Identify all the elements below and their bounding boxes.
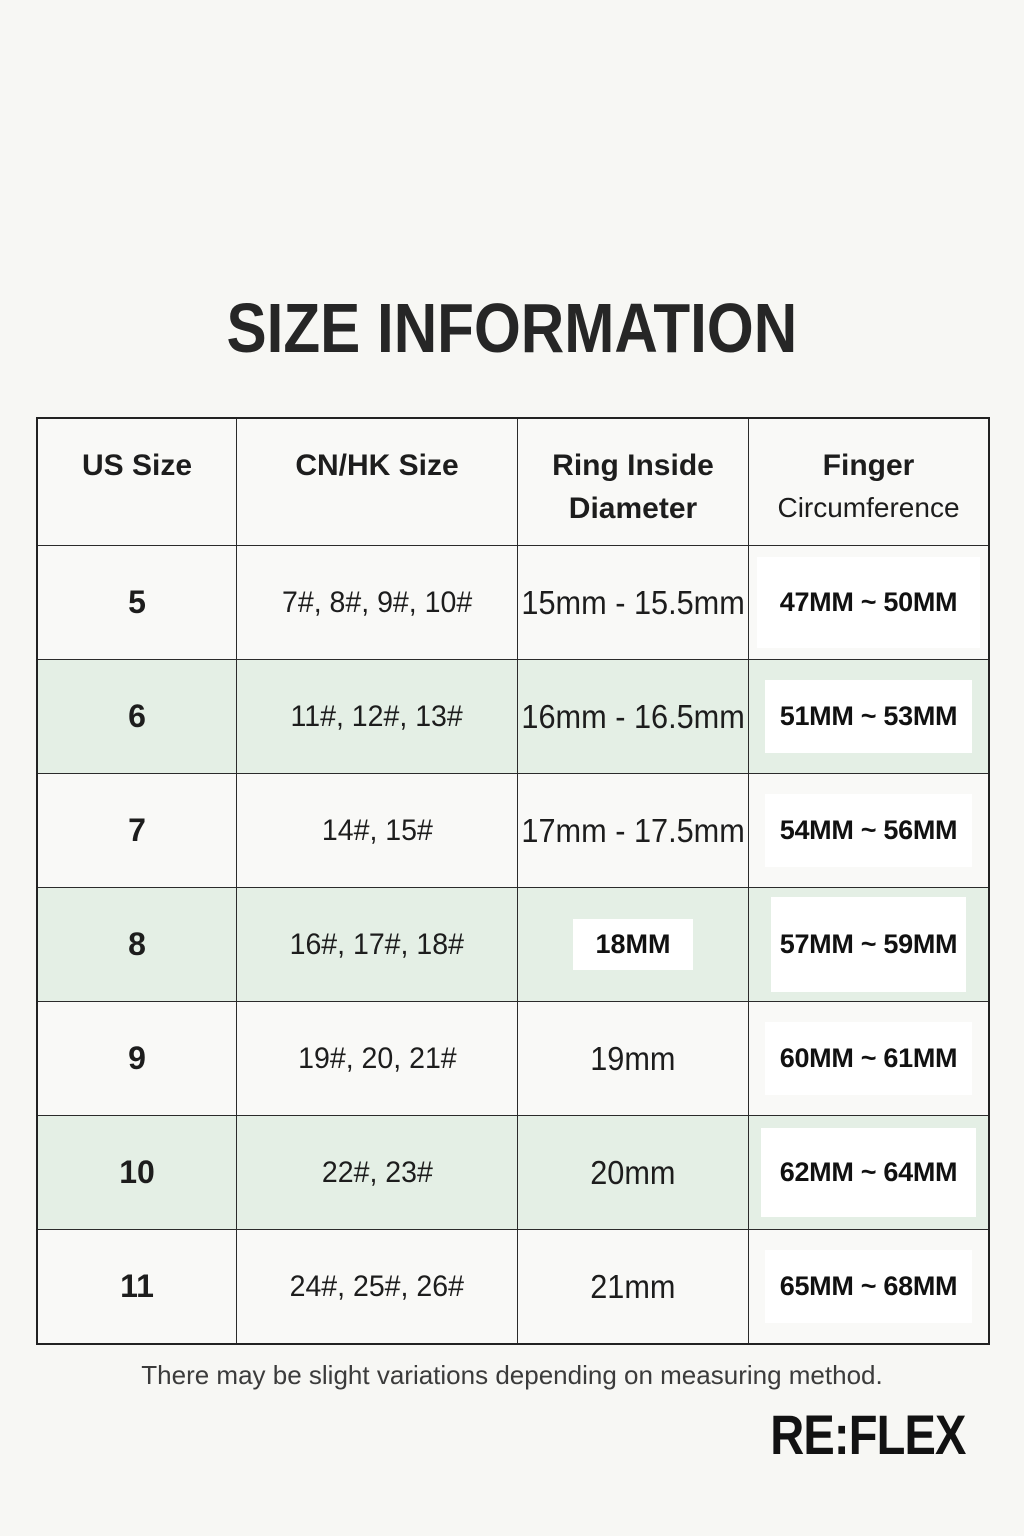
page-title-text: SIZE INFORMATION [226,289,798,367]
diameter-value: 15mm - 15.5mm [521,583,745,621]
diameter-cell [518,1230,749,1343]
us-size-value: 10 [119,1154,155,1190]
page-title [0,288,1024,368]
size-table [36,417,990,1345]
finger-value: 60MM ~ 61MM [765,1022,973,1094]
brand-logo [733,1402,966,1467]
diameter-cell [518,1116,749,1229]
diameter-value: 18MM [573,919,692,970]
measuring-disclaimer: There may be slight variations depending on measuring method. [141,1360,883,1390]
us-size-cell [38,1116,237,1229]
finger-value: 51MM ~ 53MM [765,680,973,752]
table-row [38,660,988,774]
finger-cell [749,774,988,887]
header-us-size [38,419,237,545]
cn-size-value: 19#, 20, 21# [297,1041,457,1075]
cn-size-value: 11#, 12#, 13# [290,699,464,733]
header-ring-inside-diameter [518,419,749,545]
cn-size-value: 24#, 25#, 26# [289,1269,465,1303]
us-size-cell [38,1002,237,1115]
us-size-value: 7 [128,812,146,848]
us-size-cell [38,888,237,1001]
diameter-value: 20mm [590,1153,676,1191]
diameter-value: 21mm [590,1267,676,1305]
us-size-cell [38,546,237,659]
finger-cell [749,888,988,1001]
header-finger-circumference [749,419,988,545]
diameter-cell [518,774,749,887]
header-finger-line1: Finger [822,449,915,482]
cn-size-cell [237,1002,518,1115]
finger-value: 57MM ~ 59MM [771,897,967,992]
finger-value: 54MM ~ 56MM [765,794,973,866]
diameter-value: 16mm - 16.5mm [521,697,745,735]
header-finger-line2: Circumference [777,491,960,523]
header-cn-hk-size-label: CN/HK Size [295,449,459,482]
diameter-cell [518,888,749,1001]
table-row [38,1002,988,1116]
cn-size-cell [237,546,518,659]
header-diameter-line2: Diameter [568,491,698,525]
table-row [38,546,988,660]
us-size-value: 9 [128,1040,146,1076]
us-size-cell [38,774,237,887]
diameter-cell [518,1002,749,1115]
finger-value: 47MM ~ 50MM [757,557,979,647]
diameter-cell [518,546,749,659]
cn-size-cell [237,1230,518,1343]
table-row [38,774,988,888]
us-size-cell [38,1230,237,1343]
us-size-cell [38,660,237,773]
cn-size-value: 14#, 15# [321,813,433,847]
us-size-value: 11 [120,1268,154,1304]
cn-size-cell [237,888,518,1001]
finger-value: 65MM ~ 68MM [765,1250,973,1322]
diameter-value: 19mm [590,1039,676,1077]
finger-cell [749,660,988,773]
diameter-cell [518,660,749,773]
table-row [38,1116,988,1230]
finger-cell [749,1116,988,1229]
header-us-size-label: US Size [81,449,193,482]
cn-size-value: 22#, 23# [321,1155,433,1189]
table-row [38,1230,988,1343]
finger-cell [749,1002,988,1115]
cn-size-value: 7#, 8#, 9#, 10# [281,585,473,619]
table-header-row [38,419,988,546]
header-diameter-line1: Ring Inside [552,449,714,482]
cn-size-cell [237,774,518,887]
finger-cell [749,1230,988,1343]
table-row [38,888,988,1002]
brand-logo-text: RE:FLEX [770,1403,966,1466]
cn-size-value: 16#, 17#, 18# [289,927,465,961]
us-size-value: 8 [128,926,146,962]
finger-value: 62MM ~ 64MM [761,1128,976,1216]
cn-size-cell [237,660,518,773]
us-size-value: 6 [128,698,146,734]
cn-size-cell [237,1116,518,1229]
diameter-value: 17mm - 17.5mm [521,811,745,849]
header-cn-hk-size [237,419,518,545]
finger-cell [749,546,988,659]
us-size-value: 5 [128,584,146,620]
